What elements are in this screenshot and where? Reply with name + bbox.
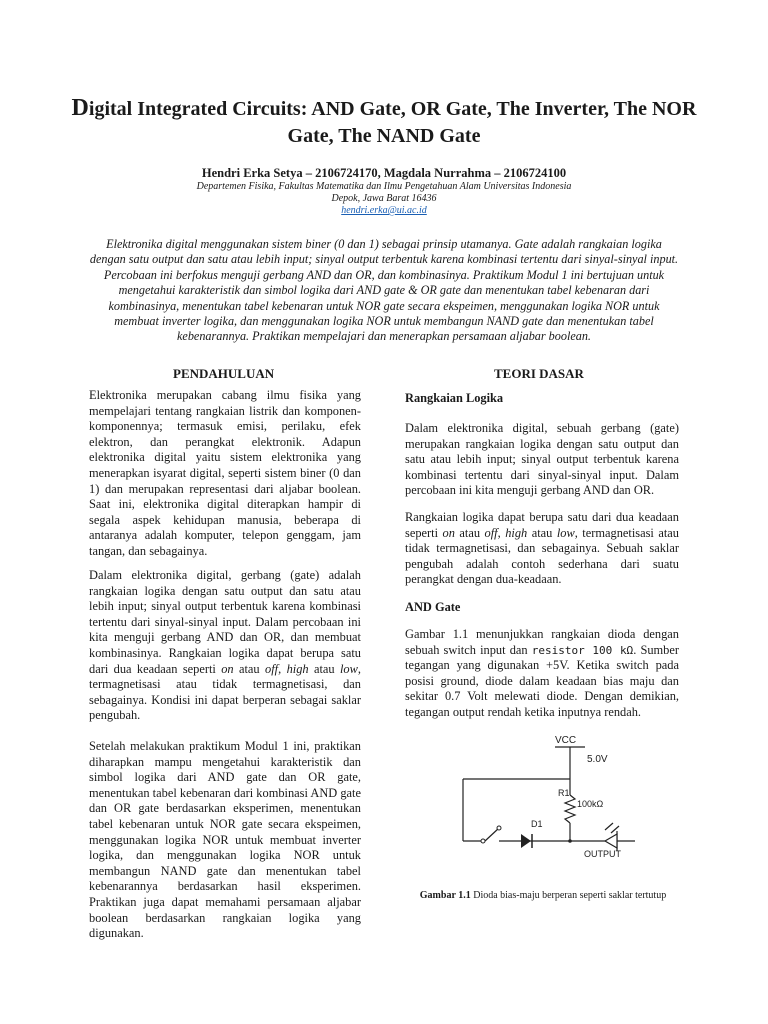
title-rest: igital Integrated Circuits: AND Gate, OR Gate, The Inverter, The NOR Gate, The NAND Gate	[88, 98, 697, 147]
resistor-value-label: 100kΩ	[577, 799, 604, 809]
affiliation-line2: Depok, Jawa Barat 16436	[331, 193, 437, 204]
theory-paragraph-3	[405, 627, 679, 721]
diode-label: D1	[531, 819, 543, 829]
subheading-rangkaian-logika: Rangkaian Logika	[405, 391, 504, 405]
paper-title	[60, 95, 708, 150]
text-span: ,	[497, 525, 506, 540]
italic-on: on	[442, 525, 455, 540]
authors: Hendri Erka Setya – 2106724170, Magdala Nurrahma – 2106724100	[201, 166, 567, 180]
italic-high: high	[286, 661, 309, 676]
switch-contact-2	[497, 826, 501, 830]
text-span: ,	[278, 661, 287, 676]
text-span: , termagnetisasi atau tidak termagnetisasi, dan sebagainya. Kondisi ini dapat berperan sebagai saklar pengubah.	[89, 661, 361, 723]
resistor-text: resistor 100 kΩ	[531, 643, 634, 657]
italic-low: low	[339, 661, 358, 676]
subheading-and-gate: AND Gate	[405, 600, 461, 614]
caption-text: Dioda bias-maju berperan seperti saklar tertutup	[470, 890, 667, 901]
text-span: Rangkaian logika dapat berupa satu dari dua keadaan seperti	[405, 510, 679, 540]
caption-label: Gambar 1.1	[419, 890, 471, 901]
abstract: Elektronika digital menggunakan sistem biner (0 dan 1) sebagai prinsip utamanya. Gate adalah rangkaian logika dengan satu output dan satu atau lebih input; sinyal output terbentuk karena kombinasi tertentu dari sinyal-sinyal input. Percobaan ini berfokus menguji gerbang AND dan OR, dan kombinasinya. Praktikum Modul 1 ini bertujuan untuk mengetahui karakteristik dan simbol logika dari AND gate & OR gate dan menentukan tabel kebenaran dari kombinasinya, menentukan tabel kebenaran untuk NOR gate secara ekspeimen, menggunakan logika NOR untuk membuat inverter logika, dan menggunakan logika NOR untuk membangun NAND gate dan menentukan tabel kebenarannya. Praktikan mempelajari dan menerapkan persamaan aljabar boolean.	[89, 237, 679, 344]
italic-high: high	[505, 525, 528, 540]
diode-circuit-figure	[455, 735, 680, 875]
switch-contact-1	[481, 839, 485, 843]
affiliation	[40, 181, 728, 217]
theory-paragraph-2	[405, 510, 679, 588]
italic-off: off	[484, 525, 498, 540]
text-span: . Sumber tegangan yang digunakan +5V. Ketika switch pada posisi ground, diode dalam keadaan bias maju dan sekitar 0.7 Volt melewati diode. Dengan demikian, tegangan output rendah ketika inputnya rendah.	[405, 642, 679, 719]
led-ray-2	[611, 826, 619, 833]
resistor-symbol	[565, 795, 575, 823]
italic-off: off	[265, 661, 279, 676]
figure-caption	[418, 889, 668, 902]
resistor-name-label: R1	[558, 788, 570, 798]
affiliation-line1: Departemen Fisika, Fakultas Matematika dan Ilmu Pengetahuan Alam Universitas Indonesia	[196, 181, 572, 192]
text-span: atau	[308, 661, 340, 676]
voltage-label: 5.0V	[587, 754, 608, 765]
intro-paragraph-2	[89, 568, 361, 724]
italic-low: low	[556, 525, 575, 540]
vcc-label: VCC	[555, 735, 577, 746]
email-link[interactable]: hendri.erka@ui.ac.id	[341, 205, 427, 216]
text-span: atau	[527, 525, 557, 540]
text-span: , termagnetisasi atau tidak termagnetisasi, dan sebagainya. Sebuah saklar pengubah adalah contoh sederhana dari suatu perangkat dengan dua-keadaan.	[405, 525, 679, 587]
heading-pendahuluan: PENDAHULUAN	[173, 366, 275, 381]
output-led-symbol	[605, 834, 617, 848]
junction-dot	[568, 839, 572, 843]
intro-paragraph-3: Setelah melakukan praktikum Modul 1 ini, praktikan diharapkan mampu mengetahui karakteristik dan simbol logika dari AND gate dan OR gate, menentukan tabel kebenaran dari kombinasi AND gate dan OR gate berdasarkan eksperimen, menentukan tabel kebenaran untuk NOR gate secara ekspeimen, menggunakan logika NOR untuk membuat inverter logika, dan menggunakan logika NOR untuk membangun NAND gate dan menentukan tabel kebenarannya berdasarkan hasil eksperimen. Praktikan juga dapat memahami persamaan aljabar boolean berdasarkan rangkaian logika yang digunakan.	[89, 739, 361, 941]
led-ray-1	[605, 823, 613, 830]
text-span: atau	[233, 661, 265, 676]
title-first-letter: D	[71, 95, 89, 121]
diode-d1-symbol	[521, 834, 531, 848]
text-span: Gambar 1.1 menunjukkan rangkaian dioda dengan sebuah switch input dan	[405, 627, 679, 657]
text-span: Dalam elektronika digital, gerbang (gate) adalah rangkaian logika dengan satu output dan satu atau lebih input; sinyal output terbentuk karena kombinasi tertentu dari sinyal-sinyal input. Dalam percobaan ini kita menguji gerbang AND dan OR, dan membuat kombinasinya. Rangkaian logika dapat berupa satu dari dua keadaan seperti	[89, 568, 361, 676]
output-label: OUTPUT	[584, 849, 621, 859]
switch-lever	[485, 828, 499, 841]
italic-on: on	[221, 661, 234, 676]
theory-paragraph-1: Dalam elektronika digital, sebuah gerbang (gate) merupakan rangkaian logika dengan satu output dan satu atau lebih input; sinyal output terbentuk karena kombinasi tertentu dari sinyal-sinyal input. Dalam percobaan ini kita menguji gerbang AND dan OR.	[405, 421, 679, 498]
intro-paragraph-1: Elektronika merupakan cabang ilmu fisika yang mempelajari tentang rangkaian listrik dan komponen-komponennya; termasuk emisi, perilaku, efek elektron, dan perangkat elektronik. Adapun elektronika digital yaitu sistem elektronika yang menerapkan isyarat digital, seperti sistem biner (0 dan 1) dan merupakan representasi dari aljabar boolean. Saat ini, elektronika digital diterapkan hampir di segala aspek kehidupan manusia, beberapa di antaranya adalah komputer, telepon genggam, jam tangan, dan sebagainya.	[89, 388, 361, 558]
text-span: atau	[454, 525, 485, 540]
heading-teori-dasar: TEORI DASAR	[494, 366, 584, 381]
